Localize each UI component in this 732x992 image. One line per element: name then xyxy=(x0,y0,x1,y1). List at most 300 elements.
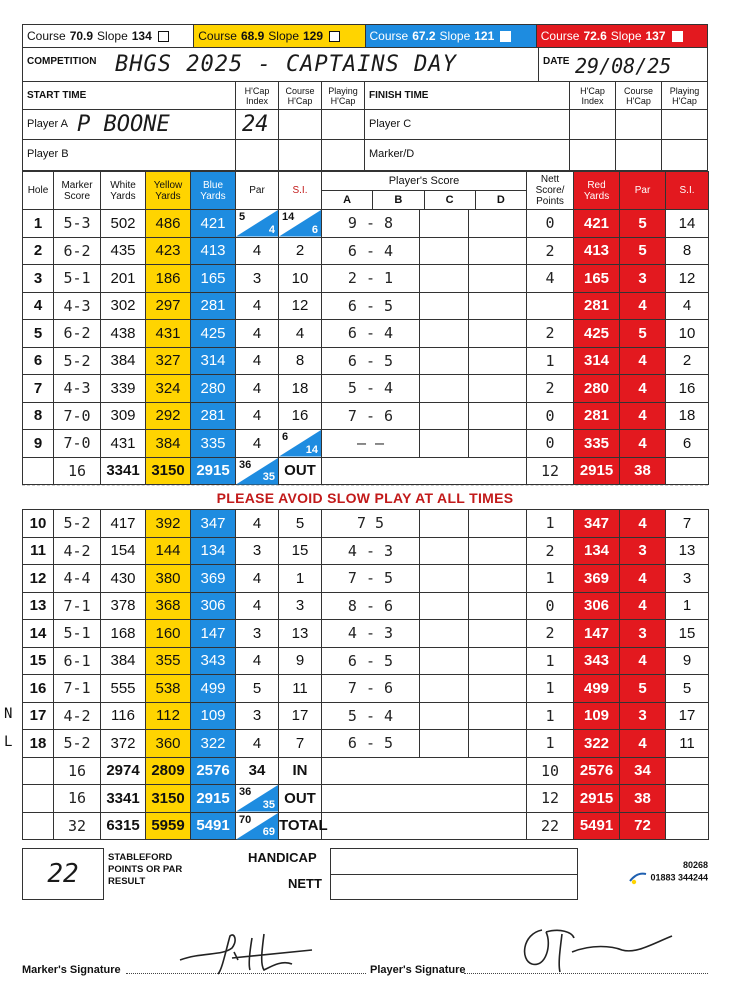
signature-area xyxy=(22,930,708,980)
red-yards: 343 xyxy=(574,647,620,675)
nett-points: 2 xyxy=(527,320,574,348)
nett-total: 12 xyxy=(527,785,574,813)
course-rating: 72.6 xyxy=(583,29,607,43)
hole-number: 8 xyxy=(23,402,54,430)
hole-number: 4 xyxy=(23,292,54,320)
red-yards: 314 xyxy=(574,347,620,375)
player-c-score xyxy=(420,702,469,730)
player-b-hcap-index xyxy=(236,140,279,170)
player-d-score xyxy=(469,510,527,538)
white-yards: 372 xyxy=(101,730,146,758)
par-total-split-top: 36 xyxy=(239,458,252,471)
nett-points: 1 xyxy=(527,510,574,538)
player-d-score xyxy=(469,592,527,620)
stroke-index: 17 xyxy=(279,702,322,730)
stroke-index: 11 xyxy=(279,675,322,703)
white-yards: 430 xyxy=(101,565,146,593)
player-a-gross-nett: 4 - 3 xyxy=(322,537,420,565)
yellow-total: 2809 xyxy=(146,757,191,785)
blue-total: 2576 xyxy=(191,757,236,785)
player-c-score xyxy=(420,592,469,620)
yellow-yards: 144 xyxy=(146,537,191,565)
handicap-label: HANDICAP xyxy=(248,850,317,865)
white-yards: 168 xyxy=(101,620,146,648)
slope-rating: 129 xyxy=(303,29,324,43)
player-d-score xyxy=(469,702,527,730)
marker-signature-line xyxy=(126,973,366,974)
nett-points: 0 xyxy=(527,402,574,430)
competition-cell xyxy=(23,48,539,81)
out-total-row-2 xyxy=(23,785,709,813)
hole-number: 13 xyxy=(23,592,54,620)
hole-number: 5 xyxy=(23,320,54,348)
nett-points: 1 xyxy=(527,565,574,593)
red-par-total: 72 xyxy=(620,812,666,840)
player-d-score xyxy=(469,347,527,375)
hole-row xyxy=(23,292,709,320)
nett-total: 10 xyxy=(527,757,574,785)
si-split-top: 14 xyxy=(282,211,295,223)
stroke-index: 2 xyxy=(279,237,322,265)
yellow-yards: 360 xyxy=(146,730,191,758)
player-a-gross-nett: 7 5 xyxy=(322,510,420,538)
blue-yards: 281 xyxy=(191,402,236,430)
red-par-total: 34 xyxy=(620,757,666,785)
players-score-cols xyxy=(322,191,526,209)
par-split-bottom: 4 xyxy=(268,223,275,236)
red-yards: 322 xyxy=(574,730,620,758)
tee-checkbox[interactable] xyxy=(672,31,683,42)
red-yards: 421 xyxy=(574,210,620,238)
red-yards: 280 xyxy=(574,375,620,403)
course-rating: 68.9 xyxy=(240,29,265,43)
blue-yards: 347 xyxy=(191,510,236,538)
white-yards: 309 xyxy=(101,402,146,430)
hole-row xyxy=(23,730,709,758)
marker-score: 7-0 xyxy=(54,430,101,458)
par: 4 xyxy=(236,292,279,320)
hole-row xyxy=(23,620,709,648)
player-c-score xyxy=(420,510,469,538)
marker-score: 6-2 xyxy=(54,237,101,265)
yellow-yards: 186 xyxy=(146,265,191,293)
stroke-index: 7 xyxy=(279,730,322,758)
nett-points: 0 xyxy=(527,210,574,238)
hole-number: 6 xyxy=(23,347,54,375)
stroke-index: 1 xyxy=(279,565,322,593)
stroke-index: 3 xyxy=(279,592,322,620)
red-yards: 499 xyxy=(574,675,620,703)
player-c-playing-hcap xyxy=(662,110,707,139)
red-si: 6 xyxy=(666,430,709,458)
header-red-par: Par xyxy=(620,172,666,210)
total-blank xyxy=(23,785,54,813)
blue-yards: 281 xyxy=(191,292,236,320)
player-a-gross-nett: — — xyxy=(322,430,420,458)
player-a-gross-nett: 6 - 5 xyxy=(322,730,420,758)
tee-checkbox[interactable] xyxy=(329,31,340,42)
hcap-index-head-2: H'Cap Index xyxy=(570,82,616,109)
red-si: 18 xyxy=(666,402,709,430)
slope-rating: 137 xyxy=(645,29,666,43)
par: 3 xyxy=(236,537,279,565)
white-yards: 435 xyxy=(101,237,146,265)
red-yards: 347 xyxy=(574,510,620,538)
marker-score: 5-1 xyxy=(54,620,101,648)
white-yards: 116 xyxy=(101,702,146,730)
tee-rating-red xyxy=(537,25,707,47)
red-par: 4 xyxy=(620,647,666,675)
yellow-yards: 392 xyxy=(146,510,191,538)
hole-row xyxy=(23,537,709,565)
yellow-yards: 112 xyxy=(146,702,191,730)
player-c-score xyxy=(420,320,469,348)
red-par: 4 xyxy=(620,402,666,430)
red-si-total xyxy=(666,785,709,813)
red-si: 7 xyxy=(666,510,709,538)
red-par: 4 xyxy=(620,292,666,320)
stroke-index: 4 xyxy=(279,320,322,348)
red-par: 4 xyxy=(620,730,666,758)
red-si: 2 xyxy=(666,347,709,375)
tee-rating-blue xyxy=(366,25,537,47)
blue-total: 2915 xyxy=(191,457,236,485)
hole-number: 7 xyxy=(23,375,54,403)
tee-rating-yellow xyxy=(194,25,365,47)
marker-hcap-index xyxy=(570,140,616,170)
par: 5 xyxy=(236,675,279,703)
course-label: Course xyxy=(369,29,409,43)
total-blank xyxy=(23,757,54,785)
slope-rating: 134 xyxy=(131,29,152,43)
player-d-score xyxy=(469,647,527,675)
par-total xyxy=(236,457,279,485)
hole-number: 11 xyxy=(23,537,54,565)
red-si: 1 xyxy=(666,592,709,620)
player-c-score xyxy=(420,565,469,593)
marker-total: 16 xyxy=(54,757,101,785)
hole-row xyxy=(23,265,709,293)
yellow-yards: 431 xyxy=(146,320,191,348)
players-score-label: Player's Score xyxy=(322,172,526,191)
finish-time-label: FINISH TIME xyxy=(369,90,429,101)
par: 4 xyxy=(236,730,279,758)
par: 4 xyxy=(236,347,279,375)
player-a-gross-nett: 7 - 5 xyxy=(322,565,420,593)
slope-label: Slope xyxy=(268,29,299,43)
course-rating: 67.2 xyxy=(412,29,436,43)
player-a-name: P BOONE xyxy=(77,112,170,137)
white-yards: 384 xyxy=(101,647,146,675)
nett-points: 4 xyxy=(527,265,574,293)
player-a-playing-hcap xyxy=(322,110,365,139)
par: 4 xyxy=(236,647,279,675)
printer-contact xyxy=(600,860,708,885)
red-si: 4 xyxy=(666,292,709,320)
player-d-score xyxy=(469,292,527,320)
player-a-hcap-cell xyxy=(236,110,279,139)
hole-number: 17 xyxy=(23,702,54,730)
red-yards: 425 xyxy=(574,320,620,348)
marker-score: 4-2 xyxy=(54,702,101,730)
red-yards: 413 xyxy=(574,237,620,265)
header-nett: Nett Score/ Points xyxy=(527,172,574,210)
nett-total: 22 xyxy=(527,812,574,840)
marker-score: 4-4 xyxy=(54,565,101,593)
player-a-gross-nett: 5 - 4 xyxy=(322,375,420,403)
blue-yards: 147 xyxy=(191,620,236,648)
par-total-split-bottom: 35 xyxy=(262,471,275,483)
blue-yards: 109 xyxy=(191,702,236,730)
blue-yards: 165 xyxy=(191,265,236,293)
header-par: Par xyxy=(236,172,279,210)
player-score-total xyxy=(322,457,527,485)
player-a-gross-nett: 5 - 4 xyxy=(322,702,420,730)
marker-score: 4-3 xyxy=(54,375,101,403)
par: 4 xyxy=(236,565,279,593)
red-yards: 335 xyxy=(574,430,620,458)
hole-number: 15 xyxy=(23,647,54,675)
hcap-index-head: H'Cap Index xyxy=(236,82,279,109)
date-cell xyxy=(539,48,707,81)
nett-points xyxy=(527,292,574,320)
player-d-score xyxy=(469,675,527,703)
white-yards: 417 xyxy=(101,510,146,538)
red-yards-total: 2915 xyxy=(574,785,620,813)
player-c-score xyxy=(420,647,469,675)
yellow-yards: 368 xyxy=(146,592,191,620)
yellow-yards: 384 xyxy=(146,430,191,458)
marker-score: 4-3 xyxy=(54,292,101,320)
header-marker: Marker Score xyxy=(54,172,101,210)
course-label: Course xyxy=(198,29,237,43)
total-blank xyxy=(23,812,54,840)
player-signature-label: Player's Signature xyxy=(370,964,466,976)
player-a-hcap: 24 xyxy=(242,112,269,137)
slope-rating: 121 xyxy=(474,29,495,43)
header-yellow: Yellow Yards xyxy=(146,172,191,210)
stroke-index: 10 xyxy=(279,265,322,293)
red-par: 5 xyxy=(620,237,666,265)
red-si: 14 xyxy=(666,210,709,238)
player-c-score xyxy=(420,620,469,648)
hole-row xyxy=(23,702,709,730)
red-par-total: 38 xyxy=(620,457,666,485)
par: 3 xyxy=(236,265,279,293)
player-d-score xyxy=(469,237,527,265)
marker-score: 5-1 xyxy=(54,265,101,293)
header-blue: Blue Yards xyxy=(191,172,236,210)
player-c-label: Player C xyxy=(369,118,412,130)
player-a-gross-nett: 9 - 8 xyxy=(322,210,420,238)
date-label: DATE xyxy=(543,56,570,67)
red-par: 5 xyxy=(620,320,666,348)
player-a-gross-nett: 6 - 4 xyxy=(322,237,420,265)
player-c-score xyxy=(420,675,469,703)
print-code: 80268 xyxy=(682,860,708,870)
printer-logo-icon xyxy=(629,871,647,885)
red-par-total: 38 xyxy=(620,785,666,813)
player-a-label: Player A xyxy=(27,118,68,130)
player-c-hcap-index xyxy=(570,110,616,139)
player-b-label: Player B xyxy=(27,148,69,160)
yellow-total: 5959 xyxy=(146,812,191,840)
hole-number: 14 xyxy=(23,620,54,648)
hole-number: 16 xyxy=(23,675,54,703)
stableford-total: 22 xyxy=(22,848,104,900)
blue-yards: 314 xyxy=(191,347,236,375)
red-si: 17 xyxy=(666,702,709,730)
red-yards-total: 5491 xyxy=(574,812,620,840)
yellow-yards: 355 xyxy=(146,647,191,675)
par: 4 xyxy=(236,510,279,538)
competition-label: COMPETITION xyxy=(27,56,97,67)
player-d-score xyxy=(469,730,527,758)
white-yards: 339 xyxy=(101,375,146,403)
par xyxy=(236,210,279,238)
red-yards: 165 xyxy=(574,265,620,293)
red-par: 4 xyxy=(620,592,666,620)
blue-yards: 134 xyxy=(191,537,236,565)
tee-checkbox[interactable] xyxy=(158,31,169,42)
margin-mark-n: N xyxy=(4,706,13,722)
marker-signature xyxy=(172,930,352,976)
stableford-label: STABLEFORD POINTS OR PAR RESULT xyxy=(108,852,183,887)
marker-playing-hcap xyxy=(662,140,707,170)
red-par: 4 xyxy=(620,510,666,538)
player-a-gross-nett: 6 - 5 xyxy=(322,647,420,675)
nett-label: NETT xyxy=(288,876,322,891)
hole-number: 9 xyxy=(23,430,54,458)
red-si: 5 xyxy=(666,675,709,703)
par: 3 xyxy=(236,620,279,648)
marker-score: 7-1 xyxy=(54,675,101,703)
red-yards: 281 xyxy=(574,292,620,320)
header-si: S.I. xyxy=(279,172,322,210)
player-c-score xyxy=(420,375,469,403)
hole-row xyxy=(23,375,709,403)
red-par: 5 xyxy=(620,675,666,703)
marker-score: 5-2 xyxy=(54,730,101,758)
player-a-gross-nett: 6 - 4 xyxy=(322,320,420,348)
player-c-cell xyxy=(365,110,570,139)
course-hcap-head-2: Course H'Cap xyxy=(616,82,662,109)
par-total xyxy=(236,812,279,840)
slope-label: Slope xyxy=(439,29,471,43)
player-score-total xyxy=(322,812,527,840)
player-c-score xyxy=(420,730,469,758)
player-a-cell xyxy=(23,110,236,139)
total-label: IN xyxy=(279,757,322,785)
nett-points: 2 xyxy=(527,237,574,265)
white-yards: 201 xyxy=(101,265,146,293)
blue-yards: 306 xyxy=(191,592,236,620)
yellow-yards: 380 xyxy=(146,565,191,593)
course-rating: 70.9 xyxy=(69,29,94,43)
marker-score: 6-1 xyxy=(54,647,101,675)
nett-points: 0 xyxy=(527,592,574,620)
hole-number: 2 xyxy=(23,237,54,265)
marker-score: 6-2 xyxy=(54,320,101,348)
hole-row xyxy=(23,675,709,703)
player-d-score xyxy=(469,375,527,403)
hole-number: 1 xyxy=(23,210,54,238)
white-total: 6315 xyxy=(101,812,146,840)
player-a-gross-nett: 2 - 1 xyxy=(322,265,420,293)
red-si: 12 xyxy=(666,265,709,293)
yellow-yards: 160 xyxy=(146,620,191,648)
tee-checkbox[interactable] xyxy=(500,31,511,42)
hole-number: 10 xyxy=(23,510,54,538)
marker-score: 7-1 xyxy=(54,592,101,620)
par-split-top: 5 xyxy=(239,211,246,223)
slope-label: Slope xyxy=(97,29,128,43)
red-par: 3 xyxy=(620,620,666,648)
si-split-bottom: 14 xyxy=(305,443,318,456)
start-time-cell xyxy=(23,82,236,109)
red-yards: 306 xyxy=(574,592,620,620)
stroke-index: 8 xyxy=(279,347,322,375)
red-si-total xyxy=(666,457,709,485)
hole-row xyxy=(23,347,709,375)
blue-yards: 322 xyxy=(191,730,236,758)
red-par: 4 xyxy=(620,565,666,593)
print-phone: 01883 344244 xyxy=(650,872,708,883)
marker-label: Marker/D xyxy=(369,148,415,160)
marker-course-hcap xyxy=(616,140,662,170)
header-info xyxy=(22,48,708,171)
player-c-score xyxy=(420,292,469,320)
front-nine-table xyxy=(22,171,709,485)
white-yards: 384 xyxy=(101,347,146,375)
out-total-row xyxy=(23,457,709,485)
course-label: Course xyxy=(540,29,580,43)
white-yards: 431 xyxy=(101,430,146,458)
tee-rating-white xyxy=(23,25,194,47)
table-header-row xyxy=(23,172,709,210)
par: 3 xyxy=(236,702,279,730)
blue-yards: 413 xyxy=(191,237,236,265)
hole-row xyxy=(23,430,709,458)
par: 4 xyxy=(236,592,279,620)
red-par: 3 xyxy=(620,265,666,293)
yellow-yards: 538 xyxy=(146,675,191,703)
course-hcap-head: Course H'Cap xyxy=(279,82,322,109)
start-time-label: START TIME xyxy=(27,90,87,101)
yellow-yards: 324 xyxy=(146,375,191,403)
red-par: 4 xyxy=(620,347,666,375)
marker-score: 7-0 xyxy=(54,402,101,430)
white-total: 3341 xyxy=(101,457,146,485)
red-par: 4 xyxy=(620,430,666,458)
par: 4 xyxy=(236,402,279,430)
par-total-split-top: 36 xyxy=(239,786,252,798)
red-si-total xyxy=(666,812,709,840)
stroke-index: 15 xyxy=(279,537,322,565)
course-label: Course xyxy=(27,29,66,43)
red-si: 9 xyxy=(666,647,709,675)
red-yards: 109 xyxy=(574,702,620,730)
header-red-yards: Red Yards xyxy=(574,172,620,210)
margin-mark-l: L xyxy=(4,734,13,750)
hole-row xyxy=(23,647,709,675)
player-a-gross-nett: 6 - 5 xyxy=(322,347,420,375)
player-a-gross-nett: 8 - 6 xyxy=(322,592,420,620)
date-value: 29/08/25 xyxy=(575,54,672,78)
total-blank xyxy=(23,457,54,485)
yellow-yards: 423 xyxy=(146,237,191,265)
yellow-total: 3150 xyxy=(146,457,191,485)
